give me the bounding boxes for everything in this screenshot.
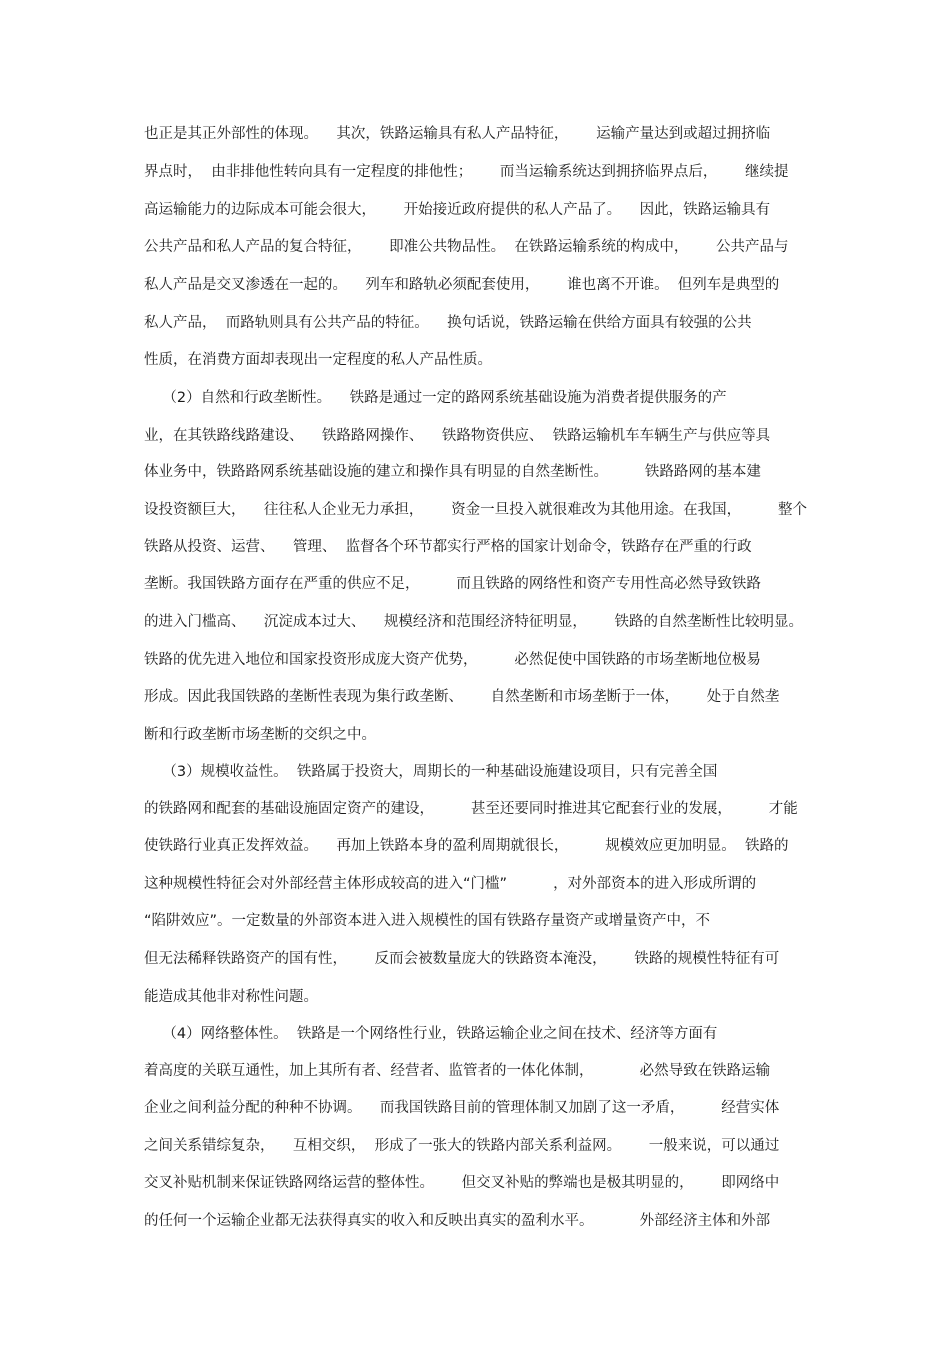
text-line: 也正是其正外部性的体现。 其次，铁路运输具有私人产品特征， 运输产量达到或超过拥挤临 <box>144 126 771 142</box>
text-line: 之间关系错综复杂， 互相交织， 形成了一张大的铁路内部关系利益网。 一般来说，可以通过 <box>144 1138 780 1154</box>
paragraph-start-line: （2）自然和行政垄断性。 铁路是通过一定的路网系统基础设施为消费者提供服务的产 <box>144 390 727 406</box>
text-line: 这种规模性特征会对外部经营主体形成较高的进入“门槛” ，对外部资本的进入形成所谓的 <box>144 876 757 892</box>
text-line: 体业务中，铁路路网系统基础设施的建立和操作具有明显的自然垄断性。 铁路路网的基本建 <box>144 464 761 480</box>
text-line: 断和行政垄断市场垄断的交织之中。 <box>144 727 376 743</box>
text-line: 但无法稀释铁路资产的国有性， 反而会被数量庞大的铁路资本淹没， 铁路的规模性特征有可 <box>144 951 780 967</box>
text-line: 设投资额巨大， 往往私人企业无力承担， 资金一旦投入就很难改为其他用途。在我国， 整个 <box>144 502 807 518</box>
text-line: 的铁路网和配套的基础设施固定资产的建设， 甚至还要同时推进其它配套行业的发展， 才能 <box>144 801 798 817</box>
text-line: 高运输能力的边际成本可能会很大， 开始接近政府提供的私人产品了。 因此，铁路运输具有 <box>144 202 771 218</box>
paragraph-start-line: （3）规模收益性。 铁路属于投资大，周期长的一种基础设施建设项目，只有完善全国 <box>144 764 718 780</box>
text-line: 企业之间利益分配的种种不协调。 而我国铁路目前的管理体制又加剧了这一矛盾， 经营实体 <box>144 1100 780 1116</box>
text-line: 形成。因此我国铁路的垄断性表现为集行政垄断、 自然垄断和市场垄断于一体， 处于自然垄 <box>144 689 780 705</box>
text-line: 铁路从投资、运营、 管理、 监督各个环节都实行严格的国家计划命令，铁路存在严重的行政 <box>144 539 752 555</box>
paragraph-start-line: （4）网络整体性。 铁路是一个网络性行业，铁路运输企业之间在技术、经济等方面有 <box>144 1026 718 1042</box>
text-line: 界点时， 由非排他性转向具有一定程度的排他性； 而当运输系统达到拥挤临界点后， 继续提 <box>144 164 789 180</box>
text-line: 能造成其他非对称性问题。 <box>144 989 318 1005</box>
text-line: 的任何一个运输企业都无法获得真实的收入和反映出真实的盈利水平。 外部经济主体和外部 <box>144 1213 771 1229</box>
text-line: 公共产品和私人产品的复合特征， 即准公共物品性。 在铁路运输系统的构成中， 公共产品与 <box>144 239 789 255</box>
text-line: 私人产品， 而路轨则具有公共产品的特征。 换句话说，铁路运输在供给方面具有较强的公共 <box>144 315 752 331</box>
text-line: 铁路的优先进入地位和国家投资形成庞大资产优势， 必然促使中国铁路的市场垄断地位极易 <box>144 652 761 668</box>
text-line: 的进入门槛高、 沉淀成本过大、 规模经济和范围经济特征明显， 铁路的自然垄断性比较明显。 <box>144 614 804 630</box>
text-line: 着高度的关联互通性，加上其所有者、经营者、监管者的一体化体制， 必然导致在铁路运输 <box>144 1063 771 1079</box>
text-line: “陷阱效应”。一定数量的外部资本进入进入规模性的国有铁路存量资产或增量资产中，不 <box>144 913 711 929</box>
text-line: 私人产品是交叉渗透在一起的。 列车和路轨必须配套使用， 谁也离不开谁。 但列车是典型的 <box>144 277 780 293</box>
text-line: 使铁路行业真正发挥效益。 再加上铁路本身的盈利周期就很长， 规模效应更加明显。 铁路的 <box>144 838 789 854</box>
text-line: 性质，在消费方面却表现出一定程度的私人产品性质。 <box>144 352 492 368</box>
text-line: 垄断。我国铁路方面存在严重的供应不足， 而且铁路的网络性和资产专用性高必然导致铁路 <box>144 576 761 592</box>
text-line: 交叉补贴机制来保证铁路网络运营的整体性。 但交叉补贴的弊端也是极其明显的， 即网络中 <box>144 1175 780 1191</box>
text-line: 业，在其铁路线路建设、 铁路路网操作、 铁路物资供应、 铁路运输机车车辆生产与供应等具 <box>144 428 771 444</box>
